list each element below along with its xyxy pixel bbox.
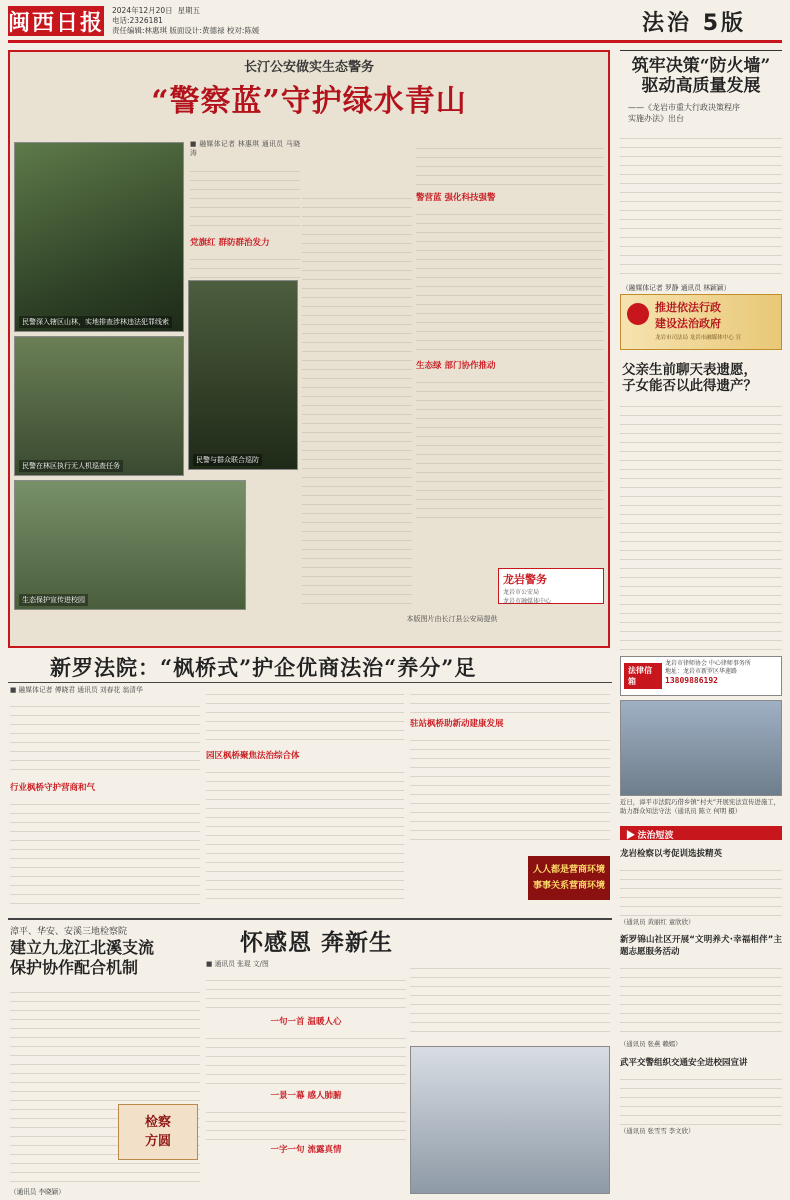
stamp-line-2: 方圆 [144, 1134, 171, 1149]
law-ad-phone: 13809886192 [665, 676, 718, 685]
news-brief-list [620, 844, 782, 1194]
mid-col1 [10, 686, 200, 914]
mid-subhead-1: 行业枫桥守护营商和气 [10, 783, 96, 794]
mid-col2-body [206, 686, 404, 746]
lower-kicker: 漳平、华安、安溪三地检察院 [10, 927, 128, 937]
law-mailbox-ad [620, 656, 782, 696]
brief-3-title: 武平交警组织交通安全进校园宣讲 [620, 1057, 748, 1068]
right-subtitle-2: 实施办法》出台 [628, 114, 684, 123]
masthead-rule [8, 40, 782, 43]
lead-headline: “警察蓝”守护绿水青山 [151, 84, 467, 119]
feature-body-2 [206, 1104, 406, 1140]
mid-headline: 新罗法院：“枫桥式”护企优商法治“养分”足 [50, 655, 477, 680]
brief-1-credit: （通讯员 黄丽红 童欣欣） [620, 918, 695, 926]
right-headline [620, 56, 782, 96]
mid-col1-body2 [10, 796, 200, 906]
lead-body-col3c [416, 374, 604, 524]
emblem-icon [627, 303, 649, 325]
law-ad-addr: 地址：龙岩市新罗区华莲路 [665, 668, 738, 675]
brief-1-body [620, 862, 782, 918]
feature-photo [410, 1046, 610, 1194]
lead-body-col1 [190, 251, 300, 280]
mid-col3-body2 [410, 732, 610, 842]
issue-weekday: 星期五 [177, 6, 200, 15]
section-name: 法治 [642, 11, 693, 36]
brief-2-credit: （通讯员 张燕 赖嫣） [620, 1040, 682, 1049]
lower-headline [10, 938, 200, 978]
lead-photo-caption-2: 民警与群众联合巡防 [193, 454, 262, 466]
lead-subhead-2: 警营蓝 强化科技强警 [416, 193, 496, 203]
mid-subhead-2: 园区枫桥聚焦法治综合体 [206, 751, 300, 761]
lead-byline-text: ■ 融媒体记者 林惠琪 通讯员 马晓涛 [190, 140, 300, 158]
side-photo-caption: 近日，漳平市法院巧借乡镇“村夫”开展宪法宣传进施工，助力群众知法守法（通讯员 陈立 何明 摄） [620, 798, 780, 815]
right-subtitle [628, 102, 778, 124]
lead-photo-3 [14, 336, 184, 476]
feature-headline: 怀感恩 奔新生 [240, 929, 394, 956]
lead-photo-caption-4: 生态保护宣传进校园 [19, 594, 88, 606]
feature-body-1 [206, 1030, 406, 1086]
police-ad-org2: 龙岩市融媒体中心 [503, 598, 552, 605]
right-headline-1: 筑牢决策“防火墙” [631, 56, 771, 76]
police-ad-title: 龙岩警务 [503, 573, 547, 586]
page-number: 5版 [702, 11, 746, 36]
police-ad [498, 568, 604, 604]
issue-meta [112, 6, 259, 36]
law-ad-name: 龙岩市律师协会 中心律师事务所 [665, 660, 751, 667]
section-title [642, 6, 746, 37]
business-slogan [528, 856, 610, 900]
lead-byline [190, 140, 300, 280]
rule-of-law-banner [620, 294, 782, 350]
brief-3-credit: （通讯员 张雪雪 李文欣） [620, 1126, 695, 1135]
right-story-body [620, 130, 782, 278]
right-headline-2: 驱动高质量发展 [641, 76, 761, 96]
news-brief-title: 法治短波 [637, 830, 674, 840]
proofreader-name: 校对:陈媛 [226, 26, 260, 35]
brief-3-body [620, 1071, 782, 1127]
mid-col2 [206, 686, 404, 914]
feature-subhead-2: 一景一幕 感人肺腑 [270, 1091, 342, 1102]
brief-2-title: 新罗锦山社区开展“文明养犬·幸福相伴”主题志愿服务活动 [620, 935, 782, 958]
lower-headline-2: 保护协作配合机制 [10, 958, 139, 977]
slogan-line-1: 人人都是营商环境 [532, 864, 605, 874]
stamp-line-1: 检察 [144, 1115, 171, 1130]
feature-subhead-1: 一句一首 温暖人心 [270, 1017, 342, 1028]
right-top-rule [620, 50, 782, 51]
banner-line-2: 建设法治政府 [655, 317, 721, 330]
lead-photo-credit: 本版图片由长汀县公安局提供 [406, 615, 498, 623]
right-subtitle-1: ——《龙岩市重大行政决策程序 [628, 103, 740, 112]
lead-photo-caption-1: 民警深入辖区山林，实地排查涉林违法犯罪线索 [19, 316, 172, 328]
police-ad-org1: 龙岩市公安局 [503, 589, 540, 596]
issue-date: 2024年12月20日 [112, 6, 173, 15]
feature-byline: ■ 通讯员 张琨 文/图 [206, 960, 269, 968]
editor-name: 责任编辑:林惠琪 [112, 26, 168, 35]
lead-photo-caption-3: 民警在林区执行无人机巡查任务 [19, 460, 123, 472]
lead-kicker: 长汀公安做实生态警务 [243, 60, 374, 75]
lead-subhead-3: 生态绿 部门协作推动 [416, 361, 496, 371]
lead-subhead-1: 党旗红 群防群治发力 [190, 237, 270, 248]
editor-phone: 电话:2326181 [112, 16, 163, 25]
lead-body-col3a [416, 140, 604, 188]
lead-intro-text [190, 163, 300, 233]
lead-photo-1 [14, 142, 184, 332]
lead-body-col3b [416, 206, 604, 356]
mid-col1-body [10, 698, 200, 778]
mid-col2-body2 [206, 764, 404, 904]
lower-credit: （通讯员 李晓颖） [10, 1188, 65, 1196]
feature-intro [206, 972, 406, 1012]
feature-col2-body [410, 960, 610, 1040]
brief-2-body [620, 960, 782, 1040]
lead-photo-4 [14, 480, 246, 610]
qa-headline-2: 子女能否以此得遗产？ [622, 378, 757, 394]
mid-byline: ■ 融媒体记者 傅晓君 通讯员 刘春花 翁清华 [10, 686, 143, 694]
banner-line-3: 龙岩市司法局 龙岩市融媒体中心 宣 [655, 335, 741, 341]
news-brief-head: ▶ 法治短波 [620, 826, 782, 840]
law-mailbox-tag: 法律信箱 [624, 663, 662, 689]
lead-photo-2 [188, 280, 298, 470]
mid-subhead-3: 驻站枫桥助新动建康发展 [410, 719, 504, 729]
lead-right-column [416, 140, 604, 610]
qa-headline-1: 父亲生前聊天表遗愿， [622, 362, 757, 378]
right-story-credit: （融媒体记者 罗静 通讯员 林颖颖） [622, 284, 731, 292]
qa-headline [622, 362, 782, 394]
mid-col3-body [410, 686, 610, 714]
side-photo [620, 700, 782, 796]
slogan-line-2: 事事关系营商环境 [532, 880, 605, 890]
feature-subhead-3: 一字一句 流露真情 [270, 1145, 342, 1156]
lower-rule [8, 918, 612, 920]
feature-col1 [206, 960, 406, 1196]
banner-line-1: 推进依法行政 [655, 301, 721, 314]
designer-name: 版面设计:黄德禄 [169, 26, 225, 35]
procuratorate-stamp [118, 1104, 198, 1160]
mid-rule [8, 682, 612, 683]
lower-headline-1: 建立九龙江北溪支流 [10, 938, 155, 957]
qa-body [620, 398, 782, 650]
brief-1-title: 龙岩检察以考促训选拔精英 [620, 849, 723, 859]
lead-body-col2 [302, 190, 412, 610]
newspaper-logo: 闽西日报 [8, 6, 104, 36]
